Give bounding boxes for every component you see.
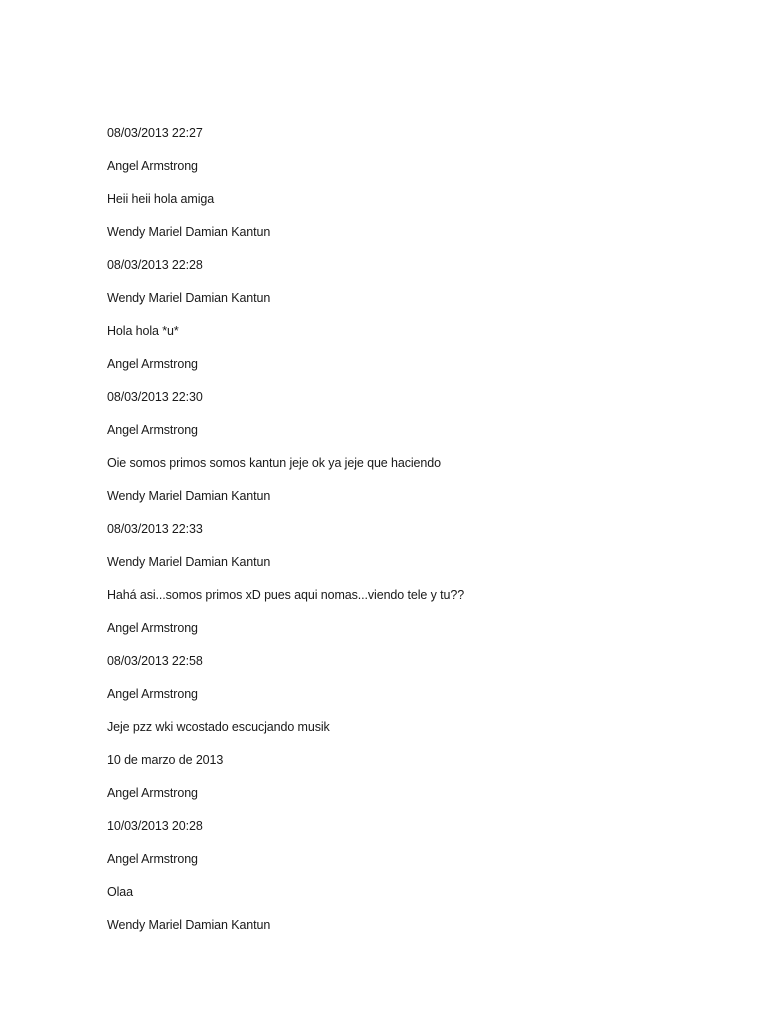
message-text: Jeje pzz wki wcostado escucjando musik (107, 720, 330, 734)
sender-name: Wendy Mariel Damian Kantun (107, 555, 271, 569)
chat-transcript (107, 122, 707, 947)
sender-name: Wendy Mariel Damian Kantun (107, 489, 271, 503)
sender-name: Angel Armstrong (107, 687, 198, 701)
timestamp: 08/03/2013 22:33 (107, 522, 203, 536)
timestamp: 08/03/2013 22:27 (107, 126, 203, 140)
message-text: Olaa (107, 885, 134, 899)
sender-name: Wendy Mariel Damian Kantun (107, 918, 271, 932)
date-separator: 10 de marzo de 2013 (107, 753, 224, 767)
message-text: Hahá asi...somos primos xD pues aqui nomas...viendo tele y tu?? (107, 588, 465, 602)
timestamp: 10/03/2013 20:28 (107, 819, 203, 833)
timestamp: 08/03/2013 22:30 (107, 390, 203, 404)
message-text: Oie somos primos somos kantun jeje ok ya jeje que haciendo (107, 456, 441, 470)
message-text: Heii heii hola amiga (107, 192, 215, 206)
timestamp: 08/03/2013 22:58 (107, 654, 203, 668)
sender-name: Angel Armstrong (107, 159, 198, 173)
sender-name: Angel Armstrong (107, 852, 198, 866)
sender-name: Angel Armstrong (107, 786, 198, 800)
timestamp: 08/03/2013 22:28 (107, 258, 203, 272)
sender-name: Angel Armstrong (107, 423, 198, 437)
message-text: Hola hola *u* (107, 324, 179, 338)
sender-name: Wendy Mariel Damian Kantun (107, 225, 271, 239)
sender-name: Wendy Mariel Damian Kantun (107, 291, 271, 305)
sender-name: Angel Armstrong (107, 357, 198, 371)
sender-name: Angel Armstrong (107, 621, 198, 635)
